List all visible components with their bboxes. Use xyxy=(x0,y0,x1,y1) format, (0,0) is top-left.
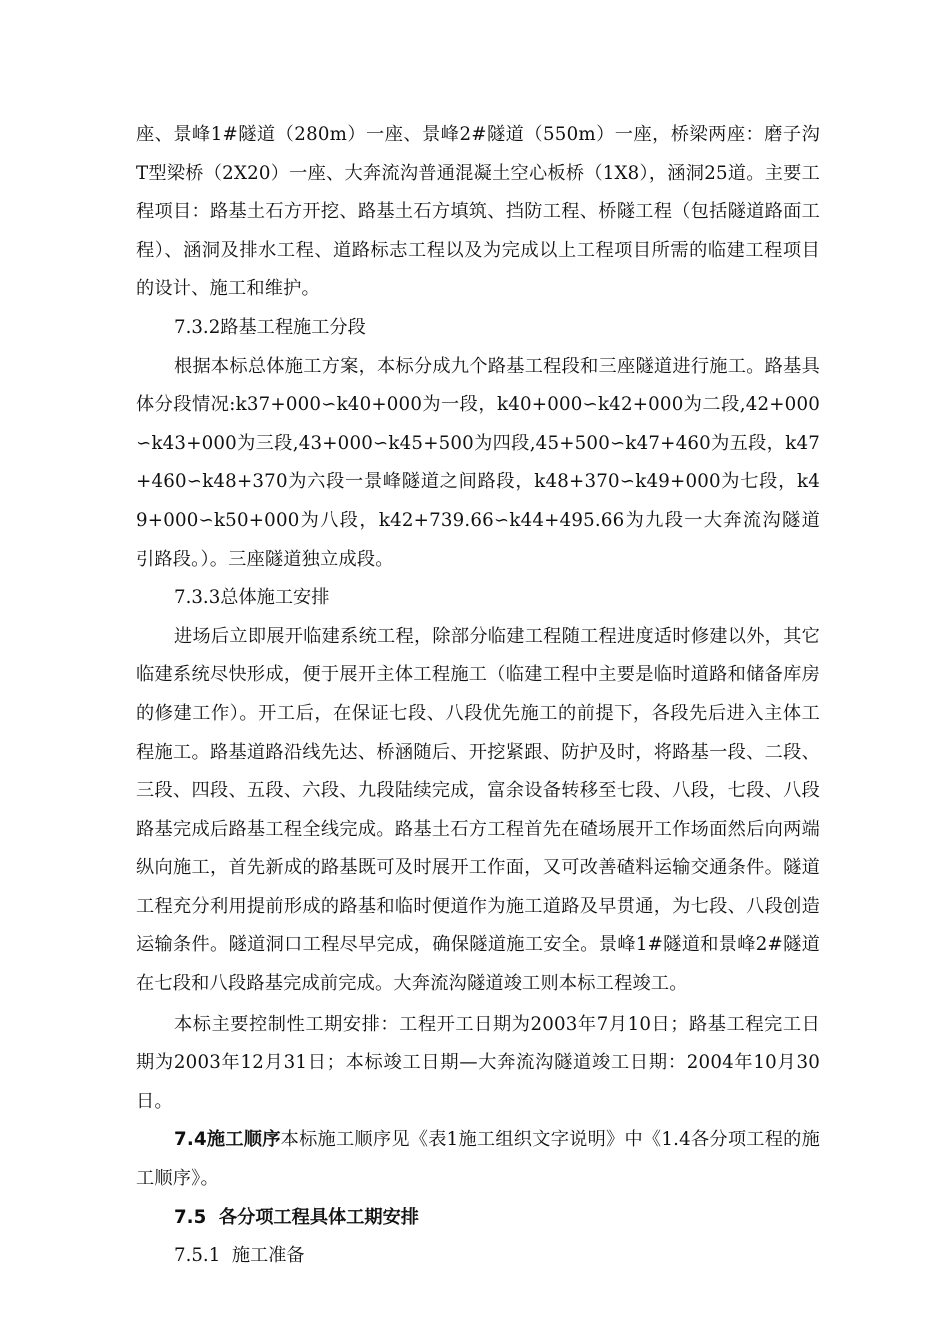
paragraph-overall-arrangement: 进场后立即展开临建系统工程，除部分临建工程随工程进度适时修建以外，其它临建系统尽快形成，便于展开主体工程施工（临建工程中主要是临时道路和储备库房的修建工作）。开工后，在保证七段、八段优先施工的前提下，各段先后进入主体工程施工。路基道路沿线先达、桥涵随后、开挖紧跟、防护及时，将路基一段、二段、三段、四段、五段、六段、九段陆续完成，富余设备转移至七段、八段，七段、八段路基完成后路基工程全线完成。路基土石方工程首先在碴场展开工作场面然后向两端纵向施工，首先新成的路基既可及时展开工作面，又可改善碴料运输交通条件。隧道工程充分利用提前形成的路基和临时便道作为施工道路及早贯通，为七段、八段创造运输条件。隧道洞口工程尽早完成，确保隧道施工安全。景峰1#隧道和景峰2#隧道在七段和八段路基完成前完成。大奔流沟隧道竣工则本标工程竣工。 xyxy=(136,625,820,995)
document-page xyxy=(136,116,820,1276)
paragraph-schedule-control: 本标主要控制性工期安排：工程开工日期为2003年7月10日；路基工程完工日期为2003年12月31日；本标竣工日期—大奔流沟隧道竣工日期：2004年10月30日。 xyxy=(136,1013,820,1112)
paragraph-construction-sequence xyxy=(136,1121,820,1198)
paragraph-roadbed-sections: 根据本标总体施工方案，本标分成九个路基工程段和三座隧道进行施工。路基具体分段情况:k37+000∽k40+000为一段，k40+000∽k42+000为二段,42+000∽k43+000为三段,43+000∽k45+500为四段,45+500∽k47+460为五段，k47+460∽k48+370为六段一景峰隧道之间路段，k48+370∽k49+000为七段，k49+000∽k50+000为八段，k42+739.66∽k44+495.66为九段一大奔流沟隧道引路段。）。三座隧道独立成段。 xyxy=(136,355,820,570)
heading-7-5: 7.5 各分项工程具体工期安排 xyxy=(174,1206,419,1228)
construction-sequence-text: 本标施工顺序见《表1施工组织文字说明》中《1.4各分项工程的施工顺序》。 xyxy=(136,1129,820,1190)
heading-7-3-2: 7.3.2路基工程施工分段 xyxy=(174,316,366,338)
heading-7-5-1: 7.5.1 施工准备 xyxy=(174,1245,305,1267)
heading-7-3-3: 7.3.3总体施工安排 xyxy=(174,587,330,609)
paragraph-project-overview: 座、景峰1#隧道（280m）一座、景峰2#隧道（550m）一座，桥梁两座：磨子沟T型梁桥（2X20）一座、大奔流沟普通混凝土空心板桥（1X8），涵洞25道。主要工程项目：路基土石方开挖、路基土石方填筑、挡防工程、桥隧工程（包括隧道路面工程）、涵洞及排水工程、道路标志工程以及为完成以上工程项目所需的临建工程项目的设计、施工和维护。 xyxy=(136,124,820,300)
heading-7-4: 7.4施工顺序 xyxy=(174,1129,281,1151)
